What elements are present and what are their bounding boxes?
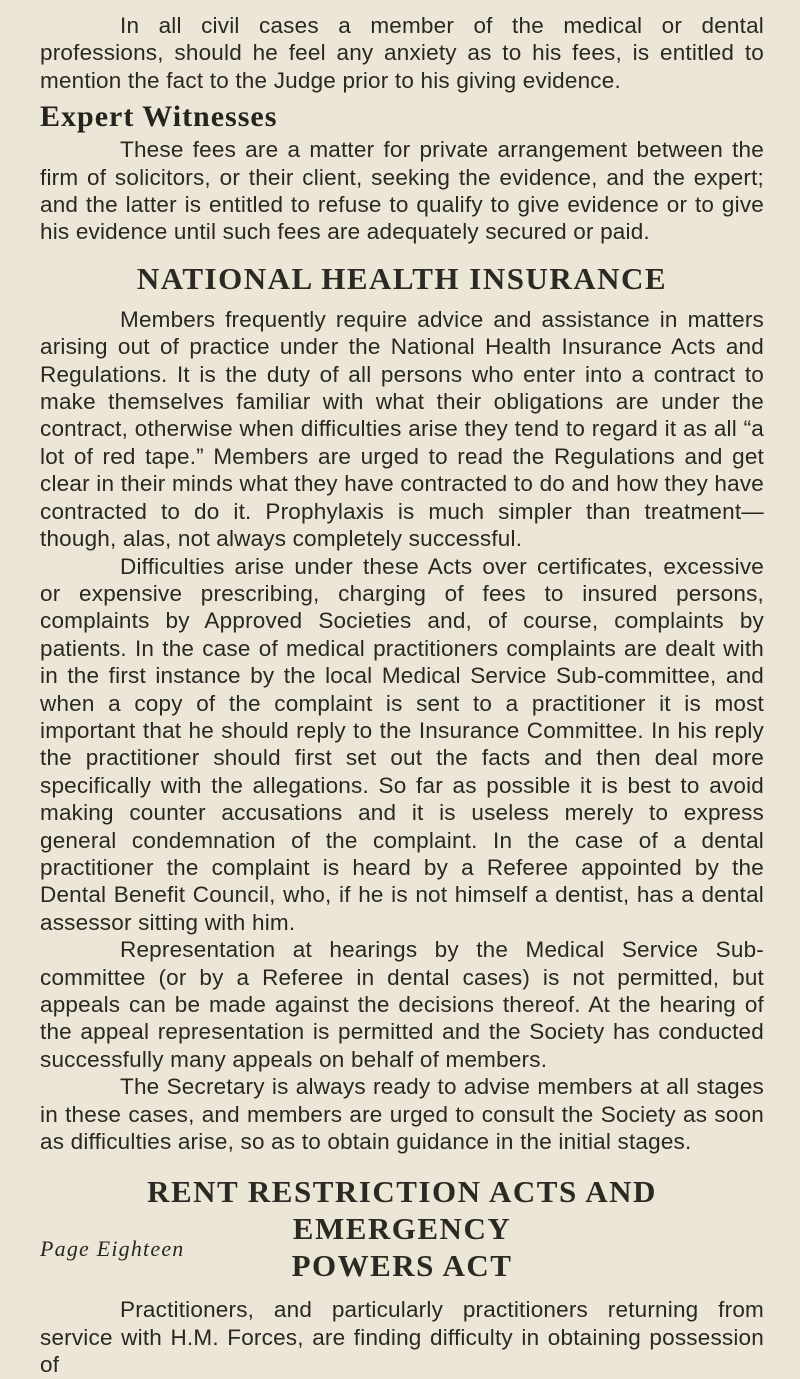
paragraph-intro: In all civil cases a member of the medical or dental professions, should he feel any anxiety as to his fees, is entitled to mention the fact to the Judge prior to his giving evidence. [40, 13, 764, 93]
heading-expert-witnesses: Expert Witnesses [40, 100, 278, 134]
paragraph-nhi-3: Representation at hearings by the Medical Service Sub-committee (or by a Referee in dental cases) is not permitted, but appeals can be made against the decisions thereof. At the hearing of the appeal representation is permitted and the Society has conducted successfully many appeals on behalf of members. [40, 937, 764, 1072]
heading-rent-restriction [40, 1173, 764, 1284]
paragraph-rent-1: Practitioners, and particularly practitioners returning from service with H.M. Forces, are finding difficulty in obtaining possession of [40, 1297, 764, 1378]
paragraph-nhi-2: Difficulties arise under these Acts over certificates, excessive or expensive prescribing, charging of fees to insured persons, complaints by Approved Societies and, of course, complaints by patients. In the case of medical practitioners complaints are dealt with in the first instance by the local Medical Service Sub-committee, and when a copy of the complaint is sent to a practitioner it is most important that he should reply to the Insurance Committee. In his reply the practitioner should first set out the facts and then deal more specifically with the allegations. So far as possible it is best to avoid making counter accusations and it is useless merely to express general condemnation of the complaint. In the case of a dental practitioner the complaint is heard by a Referee appointed by the Dental Benefit Council, who, if he is not himself a dentist, has a dental assessor sitting with him. [40, 553, 764, 935]
paragraph-nhi-1: Members frequently require advice and assistance in matters arising out of practice under the National Health Insurance Acts and Regulations. It is the duty of all persons who enter into a contract to make themselves familiar with what their obligations are under the contract, otherwise when difficulties arise they tend to regard it as all “a lot of red tape.” Members are urged to read the Regulations and get clear in their minds what they have contracted to do and how they have contracted to do it. Prophylaxis is much simpler than treatment—though, alas, not always completely successful. [40, 306, 764, 552]
heading-rent-restriction-line2: POWERS ACT [291, 1248, 513, 1284]
page-number-label: Page Eighteen [40, 1236, 185, 1261]
paragraph-expert: These fees are a matter for private arrangement between the firm of solicitors, or their client, seeking the evidence, and the expert; and the latter is entitled to refuse to qualify to give evidence or to give his evidence until such fees are adequately secured or paid. [40, 137, 764, 245]
heading-rent-restriction-line1: RENT RESTRICTION ACTS AND EMERGENCY [147, 1174, 657, 1247]
paragraph-nhi-4: The Secretary is always ready to advise members at all stages in these cases, and members are urged to consult the Society as soon as difficulties arise, so as to obtain guidance in the initial stages. [40, 1074, 764, 1155]
heading-national-health-insurance: NATIONAL HEALTH INSURANCE [136, 260, 668, 296]
